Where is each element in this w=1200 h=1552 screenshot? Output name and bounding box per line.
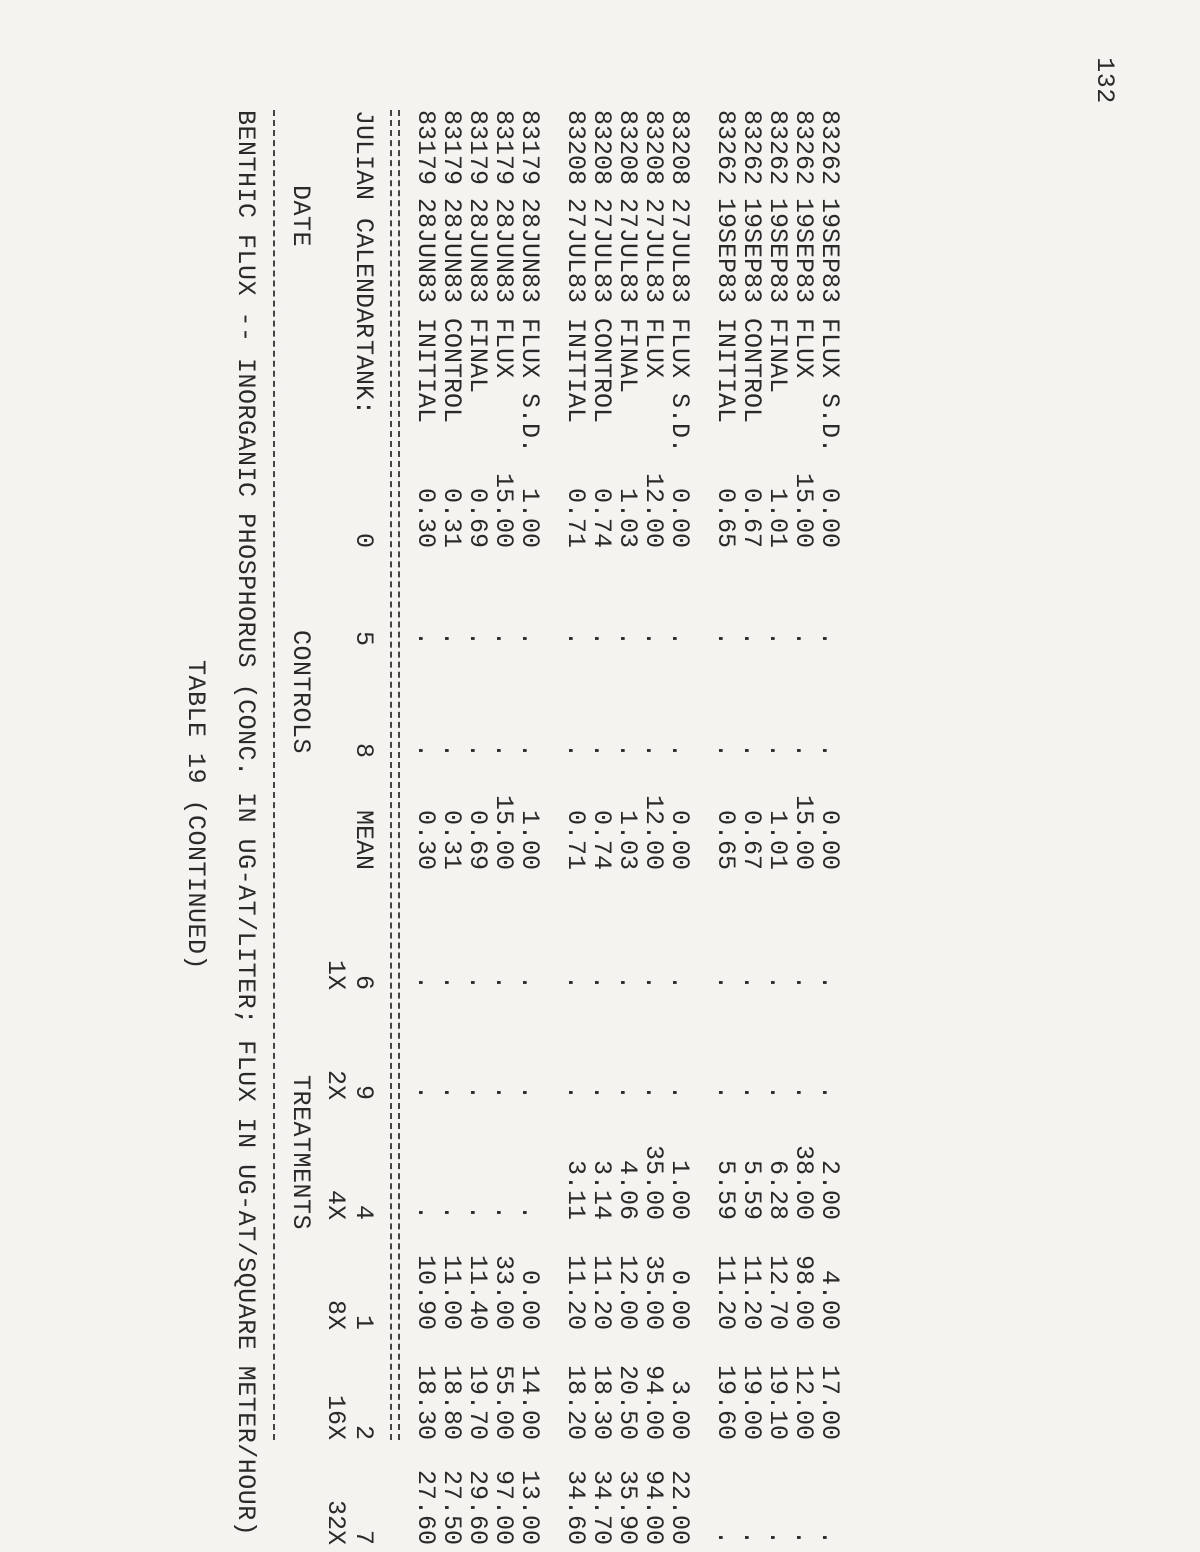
cell-julian: 83262: [737, 110, 766, 186]
cell-julian: 83262: [763, 110, 792, 186]
cell-t7: 34.60: [561, 1469, 590, 1545]
tank-header: TANK:: [349, 340, 378, 416]
cell-t9: .: [489, 1084, 518, 1100]
cell-t9: .: [665, 1084, 694, 1100]
cell-t9: .: [639, 1084, 668, 1100]
cell-t7: .: [815, 1529, 844, 1545]
cell-t9: .: [763, 1084, 792, 1100]
cell-t6: .: [711, 974, 740, 990]
cell-t1: 35.00: [639, 1254, 668, 1330]
table-row: [665, 110, 694, 1545]
cell-calendar: 19SEP83 CONTROL: [737, 198, 766, 424]
cell-t1: 11.00: [437, 1254, 466, 1330]
cell-t7: .: [763, 1529, 792, 1545]
cell-t0: 12.00: [639, 472, 668, 548]
cell-calendar: 19SEP83 INITIAL: [711, 198, 740, 424]
mean-header: MEAN: [349, 809, 378, 870]
cell-t7: .: [711, 1529, 740, 1545]
cell-t1: 10.90: [411, 1254, 440, 1330]
cell-t6: .: [639, 974, 668, 990]
cell-t0: 0.65: [711, 487, 740, 548]
cell-julian: 83262: [711, 110, 740, 186]
cell-calendar: 27JUL83 FLUX: [639, 198, 668, 379]
cell-t5: .: [463, 630, 492, 646]
cell-t8: .: [561, 742, 590, 758]
cell-t2: 19.00: [737, 1364, 766, 1440]
cell-calendar: 19SEP83 FLUX S.D.: [815, 198, 844, 454]
cell-t0: 15.00: [489, 472, 518, 548]
cell-t0: 0.31: [437, 487, 466, 548]
cell-t0: 0.30: [411, 487, 440, 548]
tank-9-header: 9: [349, 1084, 378, 1100]
cell-t8: .: [515, 742, 544, 758]
cell-t6: .: [561, 974, 590, 990]
cell-mean: 12.00: [639, 794, 668, 870]
cell-t4: .: [515, 1204, 544, 1220]
cell-t1: 11.40: [463, 1254, 492, 1330]
cell-t7: 13.00: [515, 1469, 544, 1545]
cell-t4: 38.00: [789, 1144, 818, 1220]
cell-t4: .: [437, 1204, 466, 1220]
cell-julian: 83208: [639, 110, 668, 186]
cell-t8: .: [763, 742, 792, 758]
cell-mean: 0.65: [711, 809, 740, 870]
cell-t9: .: [711, 1084, 740, 1100]
cell-t4: .: [411, 1204, 440, 1220]
cell-julian: 83208: [561, 110, 590, 186]
cell-t0: 0.00: [815, 487, 844, 548]
cell-t0: 0.71: [561, 487, 590, 548]
cell-t0: 1.01: [763, 487, 792, 548]
cell-t7: .: [789, 1529, 818, 1545]
cell-t7: 27.60: [411, 1469, 440, 1545]
cell-t1: 0.00: [515, 1269, 544, 1330]
cell-t6: .: [411, 974, 440, 990]
cell-t6: .: [437, 974, 466, 990]
cell-julian: 83179: [515, 110, 544, 186]
cell-t4: 4.06: [613, 1159, 642, 1220]
cell-t2: 12.00: [789, 1364, 818, 1440]
cell-t4: .: [489, 1204, 518, 1220]
cell-mean: 0.00: [815, 809, 844, 870]
cell-t0: 15.00: [789, 472, 818, 548]
calendar-header: CALENDAR: [349, 218, 378, 339]
cell-julian: 83208: [587, 110, 616, 186]
cell-t0: 0.67: [737, 487, 766, 548]
tank-level-row: [321, 110, 350, 1545]
cell-julian: 83208: [665, 110, 694, 186]
cell-t2: 18.30: [411, 1364, 440, 1440]
tank-7-header: 7: [349, 1529, 378, 1545]
cell-t8: .: [489, 742, 518, 758]
cell-mean: 0.71: [561, 809, 590, 870]
cell-t5: .: [665, 630, 694, 646]
cell-t7: 29.60: [463, 1469, 492, 1545]
cell-t9: .: [463, 1084, 492, 1100]
table-title: TABLE 19 (CONTINUED): [181, 660, 210, 971]
cell-t1: 33.00: [489, 1254, 518, 1330]
cell-t8: .: [463, 742, 492, 758]
cell-t1: 4.00: [815, 1269, 844, 1330]
cell-t6: .: [665, 974, 694, 990]
cell-t2: 19.70: [463, 1364, 492, 1440]
cell-t6: .: [489, 974, 518, 990]
cell-t8: .: [665, 742, 694, 758]
controls-label: CONTROLS: [286, 630, 315, 755]
cell-t6: .: [587, 974, 616, 990]
cell-mean: 0.00: [665, 809, 694, 870]
table-row: [815, 110, 844, 1545]
cell-t7: 22.00: [665, 1469, 694, 1545]
cell-t8: .: [639, 742, 668, 758]
treatments-label: TREATMENTS: [286, 1075, 315, 1231]
cell-calendar: 28JUN83 FLUX S.D.: [515, 198, 544, 454]
cell-t8: .: [711, 742, 740, 758]
cell-t9: .: [515, 1084, 544, 1100]
cell-t9: .: [561, 1084, 590, 1100]
tank-5-header: 5: [349, 630, 378, 646]
cell-t2: 55.00: [489, 1364, 518, 1440]
cell-t6: .: [737, 974, 766, 990]
tank-6-header: 6: [349, 974, 378, 990]
cell-julian: 83262: [789, 110, 818, 186]
cell-t8: .: [587, 742, 616, 758]
cell-mean: 0.67: [737, 809, 766, 870]
cell-t5: .: [587, 630, 616, 646]
cell-t8: .: [411, 742, 440, 758]
cell-t9: .: [815, 1084, 844, 1100]
cell-mean: 15.00: [789, 794, 818, 870]
page-number: 132: [1090, 57, 1120, 104]
cell-t7: 34.70: [587, 1469, 616, 1545]
cell-t8: .: [815, 742, 844, 758]
cell-t4: 6.28: [763, 1159, 792, 1220]
cell-t4: 5.59: [711, 1159, 740, 1220]
cell-t2: 3.00: [665, 1379, 694, 1440]
cell-t5: .: [437, 630, 466, 646]
cell-t1: 0.00: [665, 1269, 694, 1330]
tank-1-header: 1: [349, 1314, 378, 1330]
header-rule-2: [398, 110, 400, 1440]
cell-t1: 11.20: [737, 1254, 766, 1330]
cell-mean: 1.01: [763, 809, 792, 870]
cell-t7: 27.50: [437, 1469, 466, 1545]
julian-header: JULIAN: [349, 110, 378, 201]
cell-t2: 18.20: [561, 1364, 590, 1440]
cell-mean: 0.69: [463, 809, 492, 870]
cell-t1: 98.00: [789, 1254, 818, 1330]
table-subtitle: BENTHIC FLUX -- INORGANIC PHOSPHORUS (CONC. IN UG-AT/LITER; FLUX IN UG-AT/SQUARE METER/HOUR): [231, 110, 260, 1537]
cell-t7: 97.00: [489, 1469, 518, 1545]
cell-t2: 19.60: [711, 1364, 740, 1440]
cell-calendar: 28JUN83 FLUX: [489, 198, 518, 379]
cell-t8: .: [613, 742, 642, 758]
cell-julian: 83208: [613, 110, 642, 186]
level-4x: 4X: [321, 1189, 350, 1220]
cell-t6: .: [789, 974, 818, 990]
cell-t9: .: [437, 1084, 466, 1100]
cell-mean: 1.00: [515, 809, 544, 870]
cell-t5: .: [561, 630, 590, 646]
level-32x: 32X: [321, 1499, 350, 1545]
tank-0-header: 0: [349, 532, 378, 548]
cell-t4: 35.00: [639, 1144, 668, 1220]
cell-t1: 11.20: [711, 1254, 740, 1330]
cell-mean: 0.74: [587, 809, 616, 870]
cell-t9: .: [789, 1084, 818, 1100]
cell-t9: .: [737, 1084, 766, 1100]
cell-t7: .: [737, 1529, 766, 1545]
cell-t5: .: [489, 630, 518, 646]
cell-calendar: 19SEP83 FLUX: [789, 198, 818, 379]
cell-t5: .: [815, 630, 844, 646]
cell-t5: .: [613, 630, 642, 646]
cell-t2: 17.00: [815, 1364, 844, 1440]
cell-calendar: 28JUN83 CONTROL: [437, 198, 466, 424]
cell-t5: .: [737, 630, 766, 646]
cell-mean: 1.03: [613, 809, 642, 870]
cell-julian: 83179: [463, 110, 492, 186]
tank-8-header: 8: [349, 742, 378, 758]
cell-t5: .: [639, 630, 668, 646]
cell-t2: 94.00: [639, 1364, 668, 1440]
cell-t2: 14.00: [515, 1364, 544, 1440]
cell-julian: 83179: [437, 110, 466, 186]
date-label: DATE: [286, 185, 315, 248]
cell-calendar: 27JUL83 FLUX S.D.: [665, 198, 694, 454]
cell-t0: 0.00: [665, 487, 694, 548]
cell-t4: 2.00: [815, 1159, 844, 1220]
cell-calendar: 27JUL83 FINAL: [613, 198, 642, 394]
level-16x: 16X: [321, 1394, 350, 1440]
cell-t2: 18.30: [587, 1364, 616, 1440]
cell-calendar: 27JUL83 CONTROL: [587, 198, 616, 424]
cell-t1: 12.70: [763, 1254, 792, 1330]
cell-mean: 0.31: [437, 809, 466, 870]
cell-t5: .: [789, 630, 818, 646]
cell-calendar: 19SEP83 FINAL: [763, 198, 792, 394]
cell-t2: 18.80: [437, 1364, 466, 1440]
cell-mean: 15.00: [489, 794, 518, 870]
cell-t2: 19.10: [763, 1364, 792, 1440]
cell-t9: .: [411, 1084, 440, 1100]
cell-t4: .: [463, 1204, 492, 1220]
cell-calendar: 27JUL83 INITIAL: [561, 198, 590, 424]
level-8x: 8X: [321, 1299, 350, 1330]
cell-t9: .: [613, 1084, 642, 1100]
tank-2-header: 2: [349, 1424, 378, 1440]
cell-t8: .: [737, 742, 766, 758]
header-rule-1: [390, 110, 392, 1440]
level-2x: 2X: [321, 1069, 350, 1100]
cell-t6: .: [815, 974, 844, 990]
cell-t9: .: [587, 1084, 616, 1100]
cell-calendar: 28JUN83 FINAL: [463, 198, 492, 394]
cell-t1: 12.00: [613, 1254, 642, 1330]
cell-t5: .: [711, 630, 740, 646]
cell-t0: 1.03: [613, 487, 642, 548]
cell-t4: 3.11: [561, 1159, 590, 1220]
cell-t6: .: [613, 974, 642, 990]
top-rule: [273, 110, 275, 1440]
cell-t7: 35.90: [613, 1469, 642, 1545]
table-row: [515, 110, 544, 1545]
column-header-row: [349, 110, 378, 1545]
cell-t5: .: [763, 630, 792, 646]
tank-4-header: 4: [349, 1204, 378, 1220]
cell-t2: 20.50: [613, 1364, 642, 1440]
cell-t5: .: [411, 630, 440, 646]
cell-t5: .: [515, 630, 544, 646]
cell-t4: 3.14: [587, 1159, 616, 1220]
cell-julian: 83262: [815, 110, 844, 186]
level-1x: 1X: [321, 959, 350, 990]
cell-t0: 0.69: [463, 487, 492, 548]
cell-calendar: 28JUN83 INITIAL: [411, 198, 440, 424]
cell-t0: 0.74: [587, 487, 616, 548]
cell-t7: 94.00: [639, 1469, 668, 1545]
cell-t8: .: [789, 742, 818, 758]
cell-t0: 1.00: [515, 487, 544, 548]
cell-t6: .: [515, 974, 544, 990]
cell-julian: 83179: [489, 110, 518, 186]
cell-t6: .: [763, 974, 792, 990]
cell-t6: .: [463, 974, 492, 990]
cell-t8: .: [437, 742, 466, 758]
cell-mean: 0.30: [411, 809, 440, 870]
cell-julian: 83179: [411, 110, 440, 186]
cell-t4: 1.00: [665, 1159, 694, 1220]
cell-t1: 11.20: [561, 1254, 590, 1330]
cell-t4: 5.59: [737, 1159, 766, 1220]
cell-t1: 11.20: [587, 1254, 616, 1330]
